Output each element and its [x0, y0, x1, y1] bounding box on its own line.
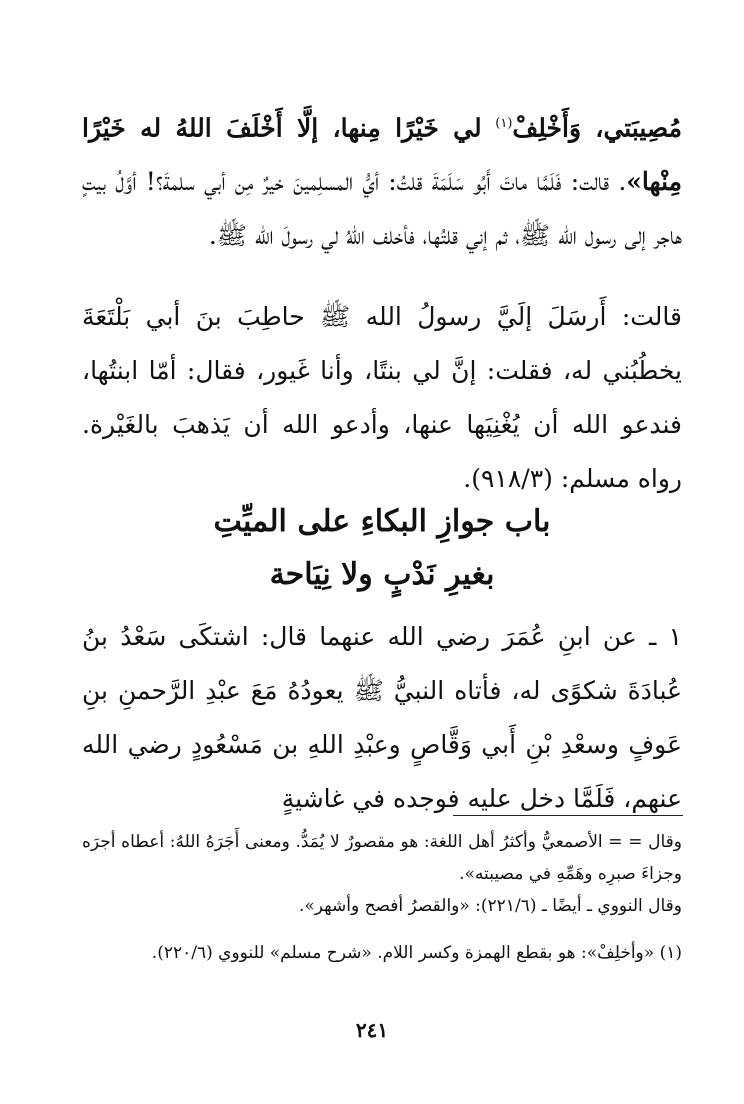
chapter-heading-line2: بغيرِ نَدْبٍ ولا نِيَاحة: [269, 557, 495, 592]
paragraph-hadith-ibn-umar: [82, 610, 682, 826]
page-number: ٢٤١: [355, 1018, 389, 1042]
bold-quote-opening: مُصِيبَتي، وَأَخْلِفْ: [512, 113, 682, 143]
footnote-separator: [453, 815, 683, 816]
footnote-reference-1: (١): [495, 116, 513, 131]
footnote-1-text: (١) «وأخلِفْ»: هو بقطع الهمزة وكسر اللام. «شرح مسلم» للنووي (٢٢٠/٦).: [151, 943, 682, 963]
footnote-continuation: [82, 826, 682, 922]
paragraph-umm-salama-marriage: [82, 290, 682, 506]
footnote-continuation-line1: وقال = = الأصمعيُّ وأكثرُ أهل اللغة: هو مقصورٌ لا يُمَدُّ. ومعنى أَجَرَهُ اللهُ: أعطاه أجرَه وجزاءَ صبرِه وهَمِّهِ في مصيبته».: [82, 832, 682, 884]
paragraph3-text: ١ ـ عن ابنِ عُمَرَ رضي الله عنهما قال: اشتكَى سَعْدُ بنُ عُبادَةَ شكوًى له، فأتاه النبيُّ ﷺ يعودُهُ مَعَ عبْدِ الرَّحمنِ بنِ عَوفٍ وسعْدِ بْنِ أَبي وَقَّاصٍ وعبْدِ اللهِ بن مَسْعُودٍ رضي الله عنهم، فَلَمَّا دخل عليه فوجده في غاشيةٍ: [82, 622, 682, 813]
footnote-continuation-line2: وقال النووي ـ أيضًا ـ (٢٢١/٦): «والقصرُ أفصح وأشهر».: [298, 896, 682, 916]
paragraph1-text: . قالت: فَلَمَّا ماتَ أَبُو سَلَمَةَ قلتُ: أيُّ المسلِمينَ خيرٌ مِن أبي سلمةَ؟! أوَّلُ بيتٍ هاجر إلى رسول الله ﷺ، ثم إني قلتُها، فأخلف اللهُ لي رسولَ الله ﷺ.: [82, 167, 682, 251]
chapter-heading-line1: باب جوازِ البكاءِ على الميِّتِ: [213, 504, 551, 539]
paragraph2-text: قالت: أَرسَلَ إلَيَّ رسولُ الله ﷺ حاطِبَ بنَ أبي بَلْتَعَةَ يخطُبُني له، فقلت: إنَّ لي بنتًا، وأنا غَيور، فقال: أمّا ابنتُها، فندعو الله أن يُغْنِيَها عنها، وأدعو الله أن يَذهبَ بالغَيْرة. رواه مسلم: (٩١٨/٣).: [82, 302, 682, 493]
bold-quote-continuation: لي خَيْرًا مِنها، إلَّا أَخْلَفَ اللهُ له خَيْرًا مِنْها»: [82, 113, 682, 197]
footnote-1: [82, 937, 682, 969]
paragraph-hadith-continuation: [82, 97, 682, 263]
